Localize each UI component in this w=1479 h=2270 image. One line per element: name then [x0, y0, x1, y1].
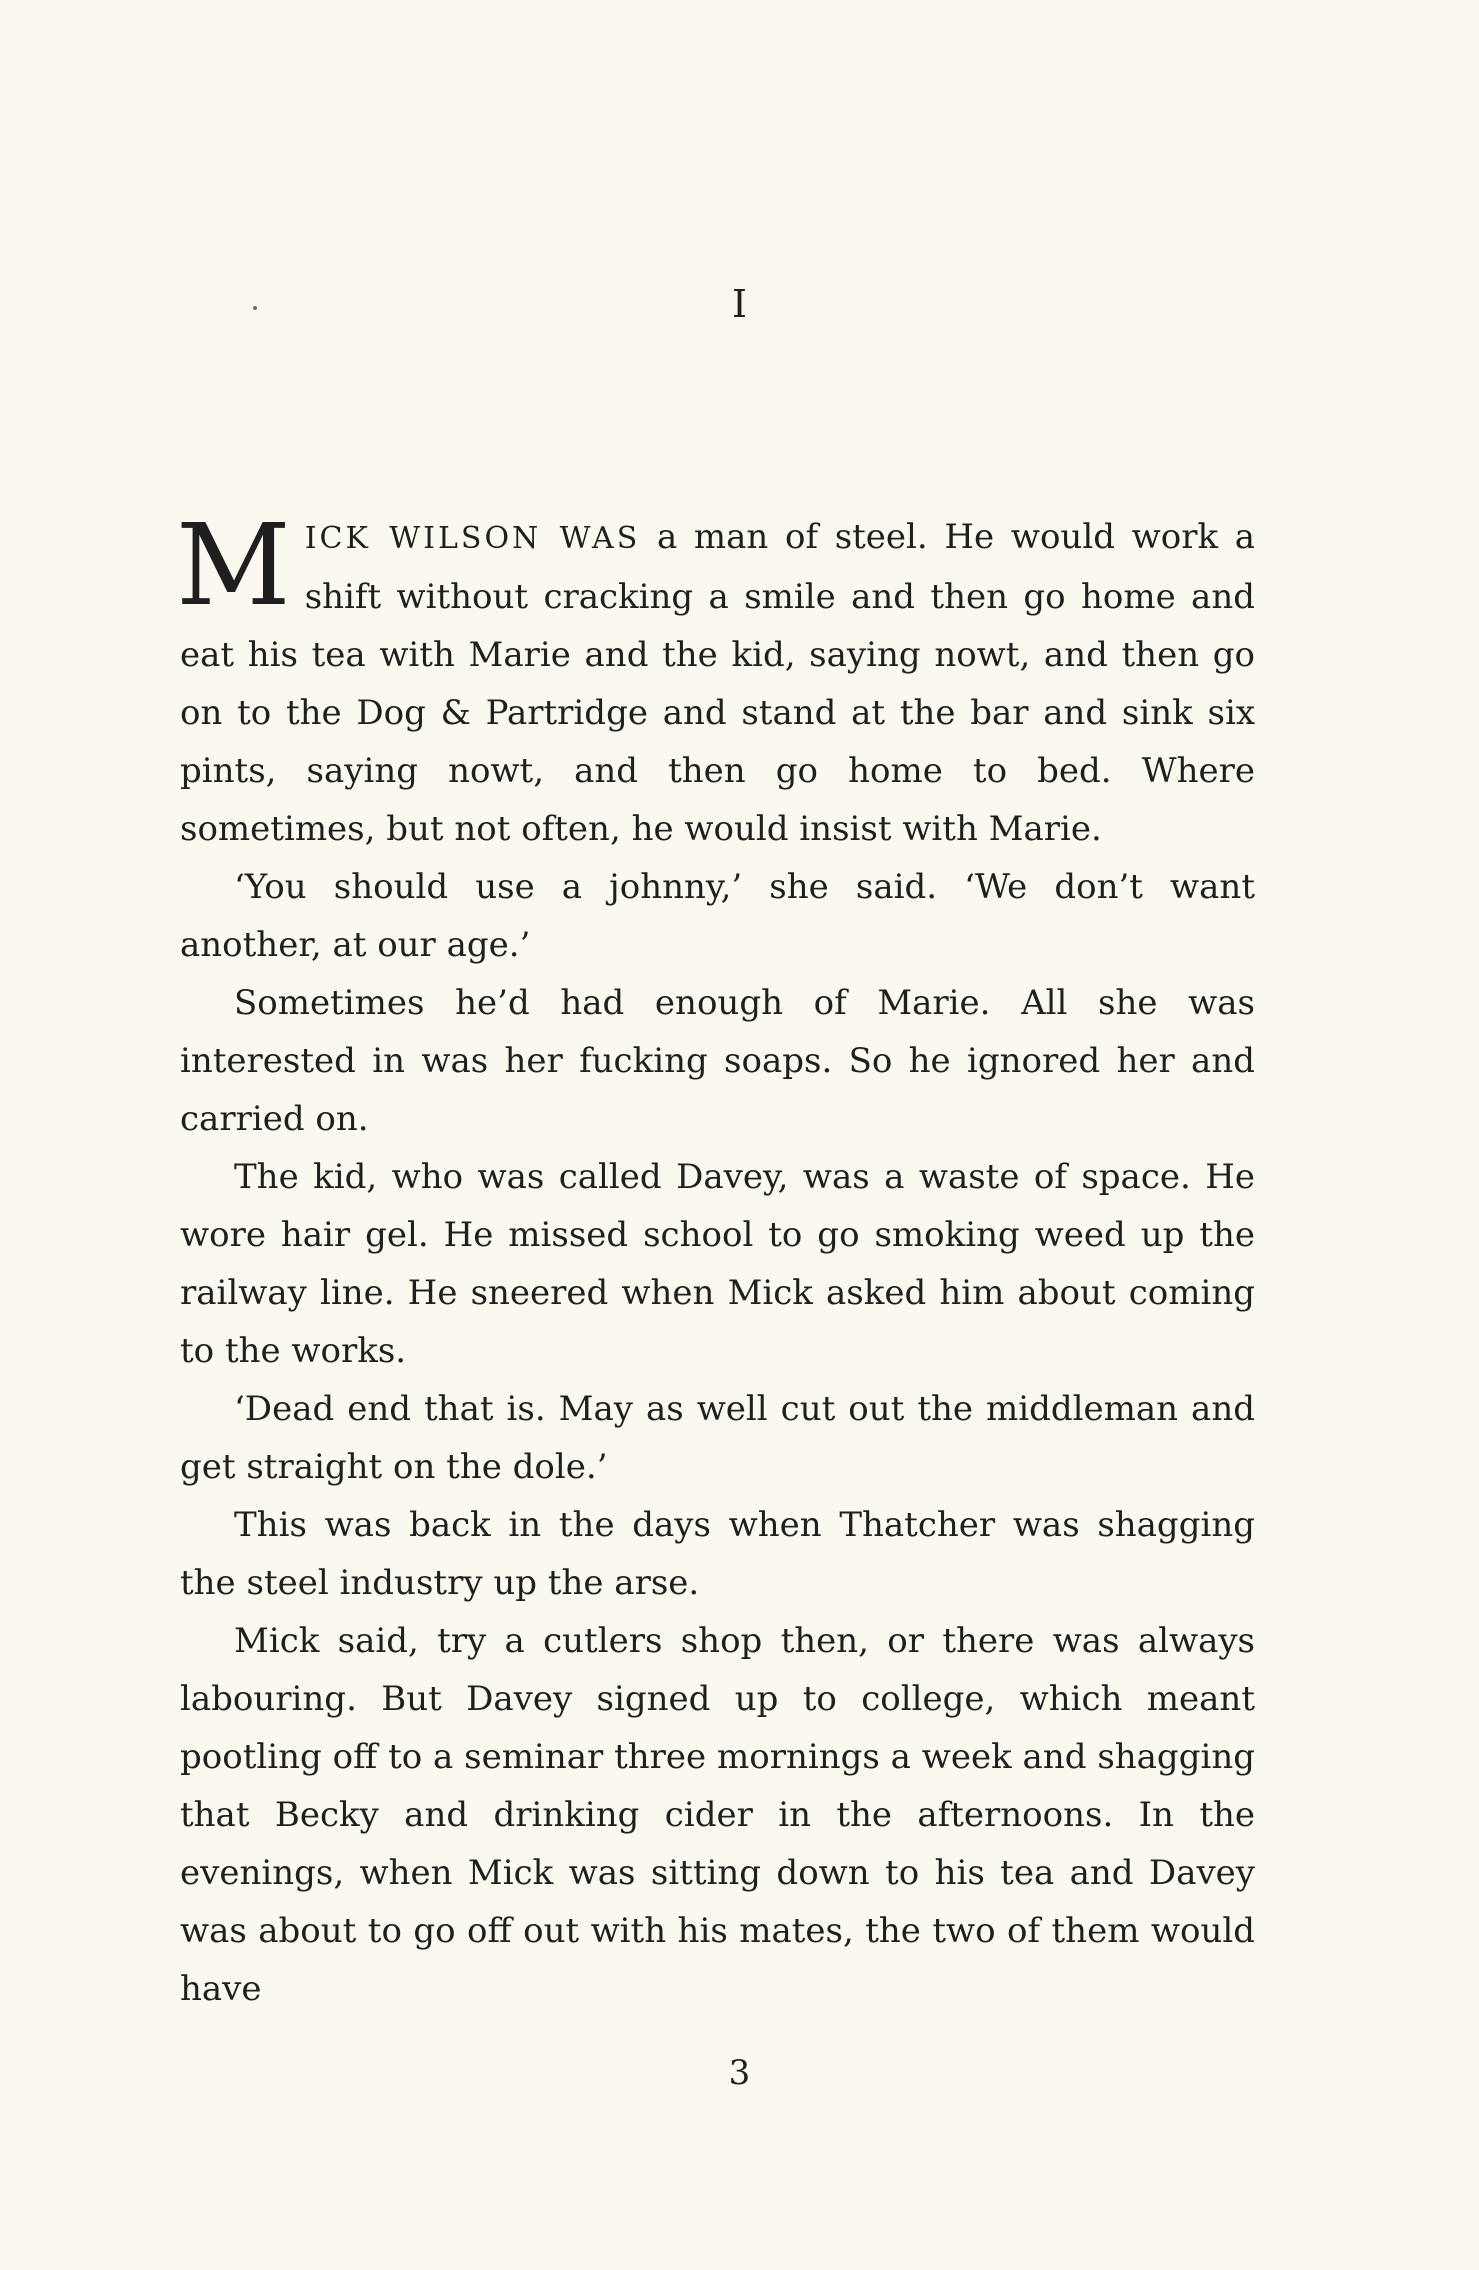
chapter-number: I [731, 282, 747, 326]
paragraph: ‘You should use a johnny,’ she said. ‘We don’t want another, at our age.’ [180, 867, 1255, 965]
opening-text: a man of steel. He would work a shift without cracking a smile and then go home and eat his tea with Marie and the kid, saying nowt, and then go on to the Dog & Partridge and stand at the bar and sink six pints, saying nowt, and then go home to bed. Where sometimes, but not often, he would insist with Marie. [180, 517, 1256, 849]
opening-paragraph [176, 501, 1256, 858]
paragraph: This was back in the days when Thatcher was shagging the steel industry up the arse. [180, 1505, 1255, 1603]
small-caps-lead: ICK WILSON WAS [304, 521, 641, 556]
page-number: 3 [728, 2053, 751, 2093]
body-text [176, 501, 1256, 2018]
paragraph: Mick said, try a cutlers shop then, or there was always labouring. But Davey signed up to college, which meant pootling off to a seminar three mornings a week and shagging that Becky and drinking cider in the afternoons. In the evenings, when Mick was sitting down to his tea and Davey was about to go off out with his mates, the two of them would have [180, 1621, 1255, 2009]
drop-cap: M [176, 501, 291, 631]
paragraph: The kid, who was called Davey, was a waste of space. He wore hair gel. He missed school to go smoking weed up the railway line. He sneered when Mick asked him about coming to the works. [180, 1157, 1255, 1371]
paragraph: ‘Dead end that is. May as well cut out the middleman and get straight on the dole.’ [180, 1389, 1255, 1487]
paragraph: Sometimes he’d had enough of Marie. All she was interested in was her fucking soaps. So he ignored her and carried on. [180, 983, 1255, 1139]
